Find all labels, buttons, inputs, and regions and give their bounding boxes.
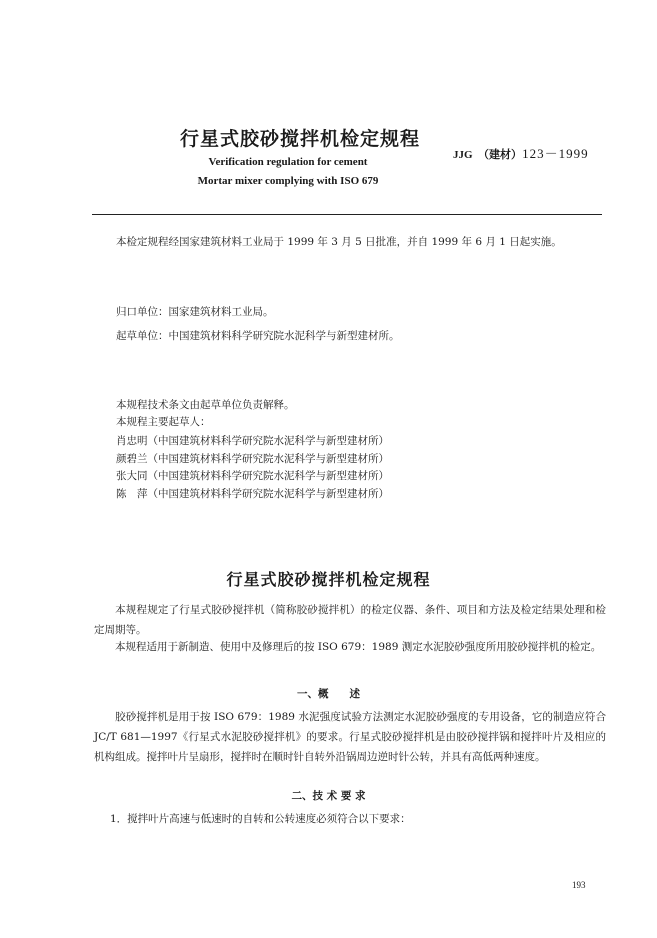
responsible-unit: 归口单位：国家建筑材料工业局。 [116, 306, 274, 318]
section-heading-overview: 一、概 述 [297, 688, 360, 700]
section-heading-technical: 二、技 术 要 求 [291, 790, 366, 802]
drafters-heading: 本规程主要起草人： [116, 416, 211, 428]
applicability-paragraph-text: 本规程适用于新制造、使用中及修理后的按 ISO 679：1989 测定水泥胶砂强度所用胶砂搅拌机的检定。 [115, 641, 602, 653]
requirement-item-1: 1．搅拌叶片高速与低速时的自转和公转速度必须符合以下要求： [110, 813, 411, 825]
main-title: 行星式胶砂搅拌机检定规程 [226, 570, 431, 589]
regulation-code-prefix: JJG （建材） [453, 149, 523, 161]
document-title-cn: 行星式胶砂搅拌机检定规程 [180, 128, 421, 150]
drafter-item: 陈 萍（中国建筑材料科学研究院水泥科学与新型建材所） [116, 488, 389, 500]
drafter-item: 张大同（中国建筑材料科学研究院水泥科学与新型建材所） [116, 470, 389, 482]
overview-paragraph [94, 707, 606, 767]
regulation-code [453, 143, 589, 162]
overview-paragraph-text: 胶砂搅拌机是用于按 ISO 679：1989 水泥强度试验方法测定水泥胶砂强度的专用设备，它的制造应符合 JC/T 681—1997《行星式水泥胶砂搅拌机》的要求。行星式胶砂搅拌机是由胶砂搅拌锅和搅拌叶片及相应的机构组成。搅拌叶片呈扇形，搅拌时在顺时针自转外沿锅周边逆时针公转，并具有高低两种速度。 [94, 711, 606, 763]
applicability-paragraph [94, 637, 606, 657]
document-title-en-line1: Verification regulation for cement [208, 156, 368, 168]
regulation-code-number: 123－1999 [522, 146, 589, 161]
drafter-item: 肖忠明（中国建筑材料科学研究院水泥科学与新型建材所） [116, 435, 389, 447]
approval-statement: 本检定规程经国家建筑材料工业局于 1999 年 3 月 5 日批准，并自 1999 年 6 月 1 日起实施。 [116, 236, 562, 248]
scope-paragraph-text: 本规程规定了行星式胶砂搅拌机（简称胶砂搅拌机）的检定仪器、条件、项目和方法及检定结果处理和检定周期等。 [94, 604, 606, 636]
scope-paragraph [94, 600, 606, 640]
drafting-unit: 起草单位：中国建筑材料科学研究院水泥科学与新型建材所。 [116, 330, 400, 342]
header-divider [92, 214, 602, 215]
page-number: 193 [572, 880, 586, 890]
interpretation-note: 本规程技术条文由起草单位负责解释。 [116, 399, 295, 411]
drafter-item: 颜碧兰（中国建筑材料科学研究院水泥科学与新型建材所） [116, 453, 389, 465]
document-title-en-line2: Mortar mixer complying with ISO 679 [197, 175, 379, 187]
